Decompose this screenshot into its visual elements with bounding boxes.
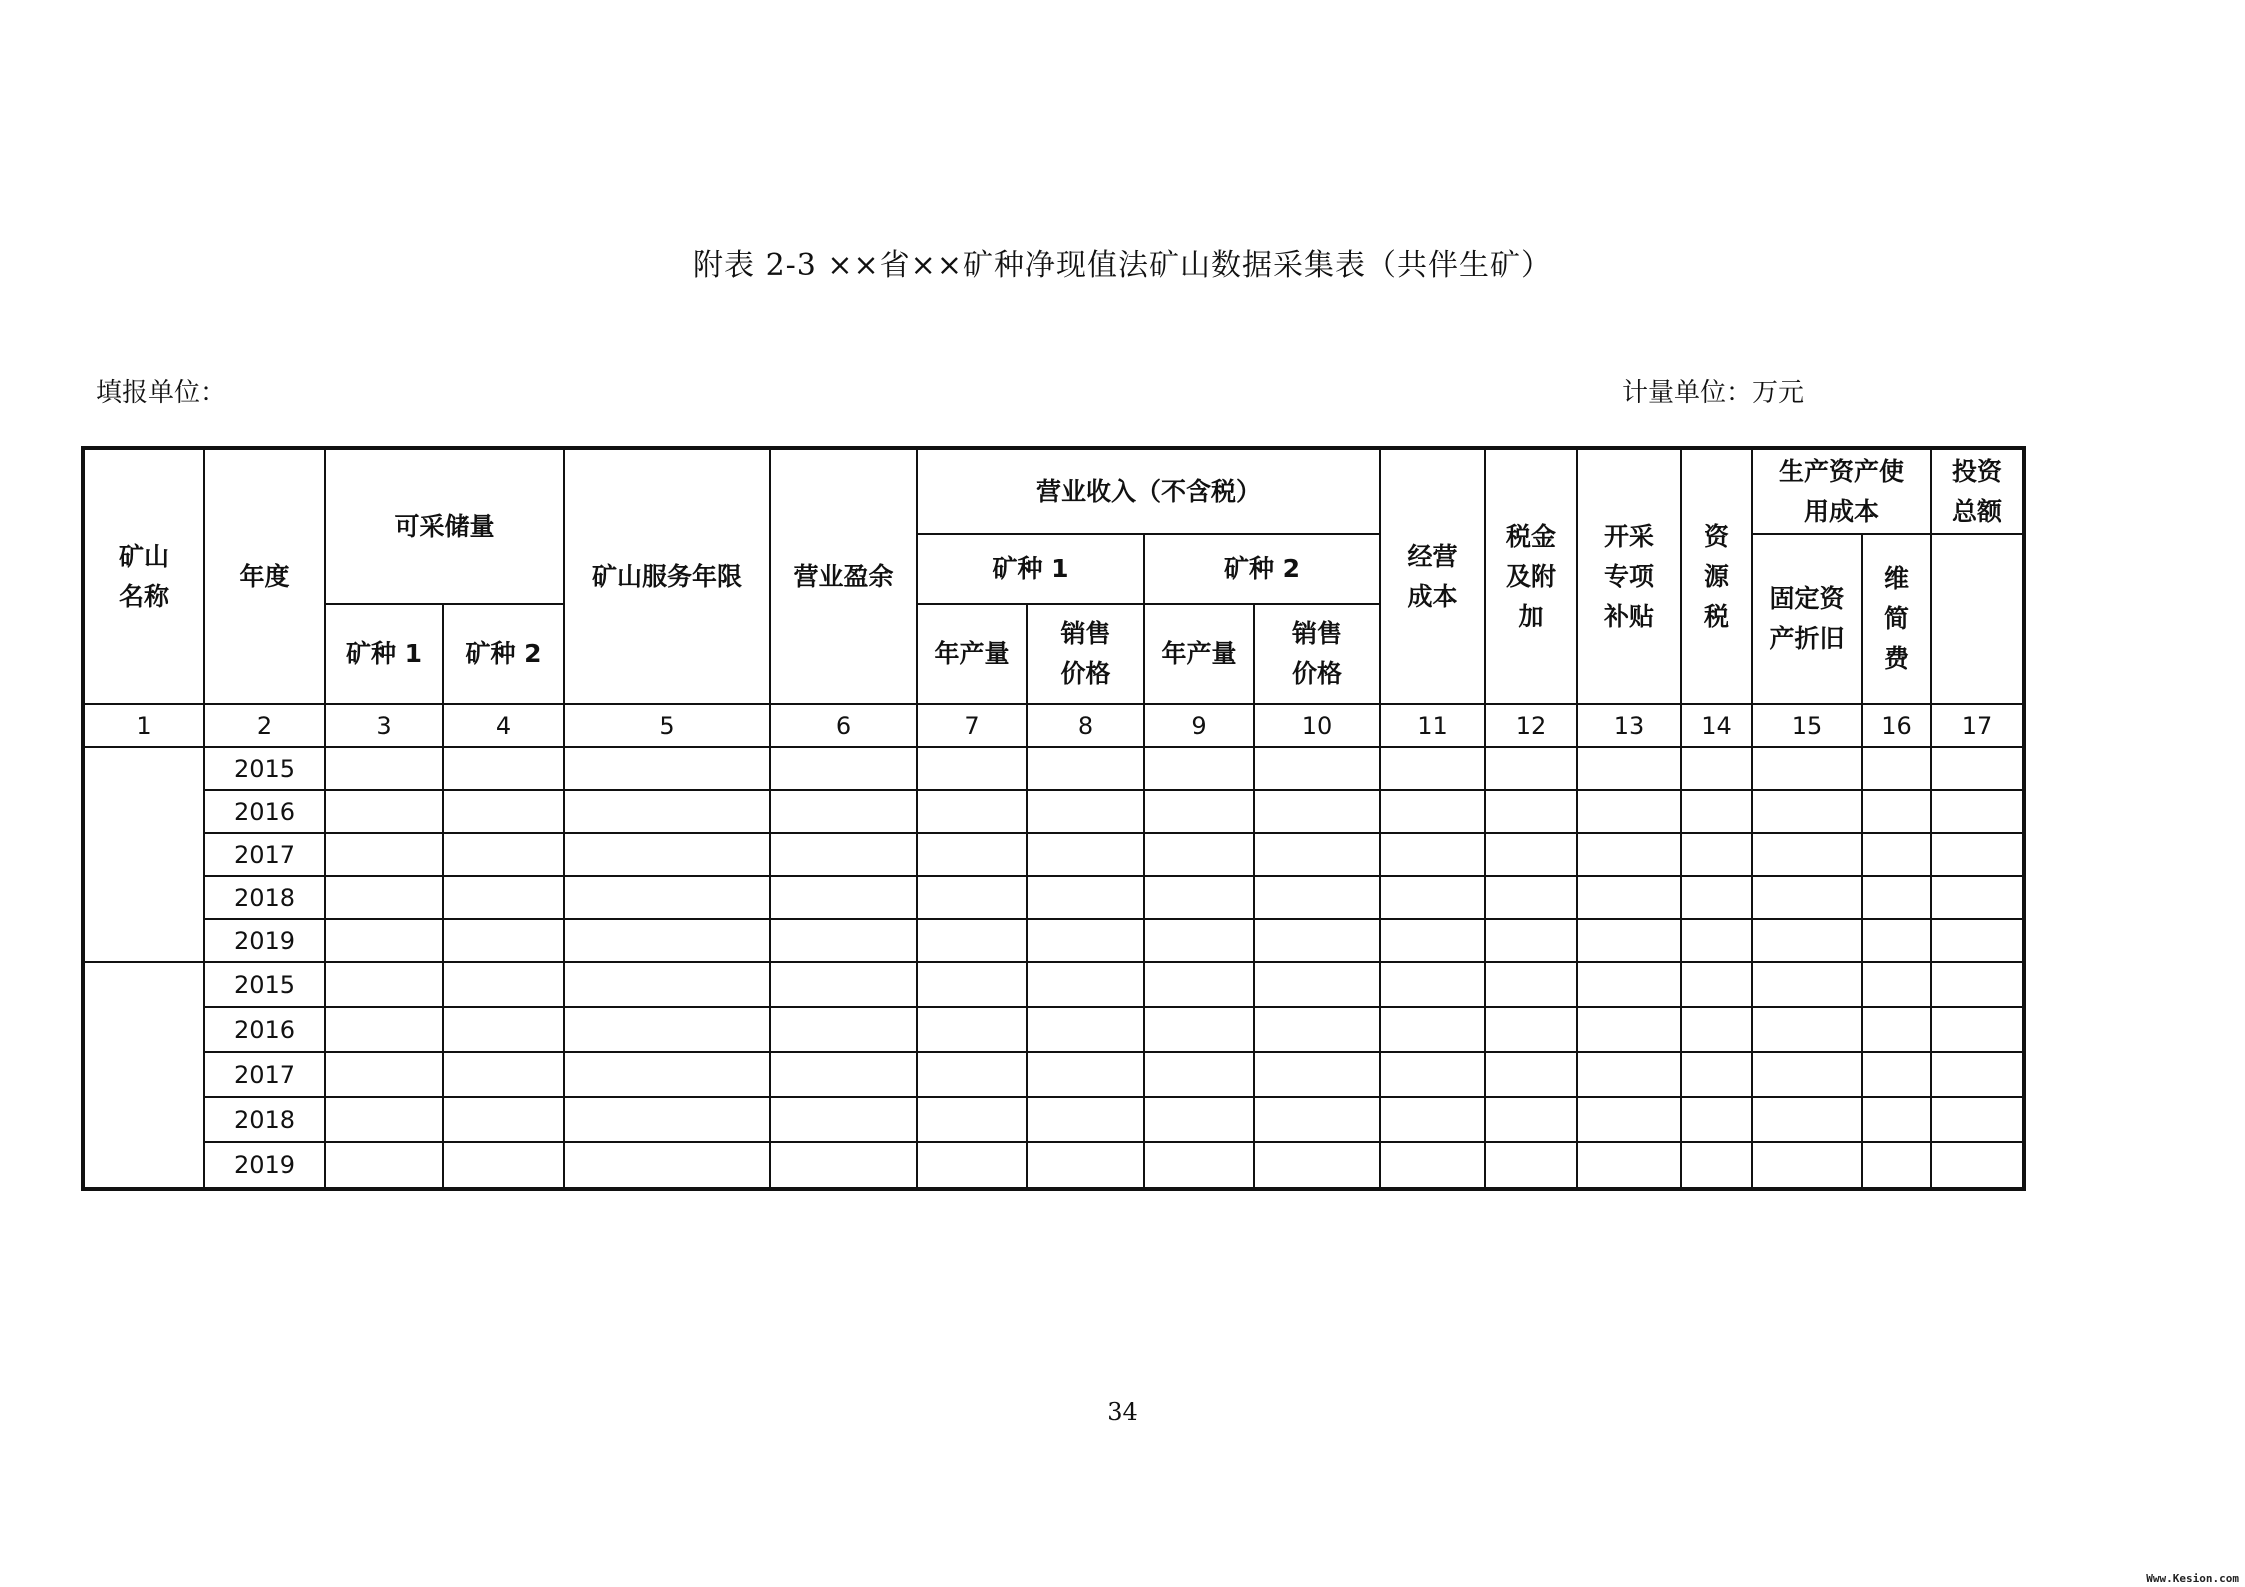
data-cell[interactable] — [1027, 833, 1144, 876]
column-number: 2 — [204, 704, 325, 747]
data-cell[interactable] — [917, 747, 1027, 790]
column-number: 8 — [1027, 704, 1144, 747]
data-cell[interactable] — [1931, 1142, 2024, 1189]
data-cell[interactable] — [1681, 962, 1752, 1007]
year-cell: 2016 — [204, 790, 325, 833]
data-cell[interactable] — [1027, 962, 1144, 1007]
data-cell[interactable] — [1862, 747, 1931, 790]
data-cell[interactable] — [1254, 1052, 1380, 1097]
measure-unit-label: 计量单位：万元 — [1622, 378, 1805, 408]
data-cell[interactable] — [770, 1052, 917, 1097]
data-cell[interactable] — [325, 790, 443, 833]
header-annual-output-2: 年产量 — [1144, 604, 1254, 704]
data-cell[interactable] — [1254, 962, 1380, 1007]
year-cell: 2018 — [204, 876, 325, 919]
data-cell[interactable] — [1862, 1142, 1931, 1189]
data-cell[interactable] — [443, 919, 564, 962]
data-cell[interactable] — [1485, 747, 1577, 790]
header-sale-price-2: 销售价格 — [1254, 604, 1380, 704]
data-cell[interactable] — [443, 747, 564, 790]
data-cell[interactable] — [1862, 919, 1931, 962]
data-cell[interactable] — [1862, 833, 1931, 876]
data-cell[interactable] — [1254, 1097, 1380, 1142]
data-cell[interactable] — [1485, 876, 1577, 919]
data-cell[interactable] — [1577, 833, 1681, 876]
data-cell[interactable] — [1862, 1097, 1931, 1142]
data-cell[interactable] — [325, 1097, 443, 1142]
data-cell[interactable] — [770, 833, 917, 876]
data-cell[interactable] — [564, 790, 770, 833]
data-cell[interactable] — [1027, 1052, 1144, 1097]
data-cell[interactable] — [917, 962, 1027, 1007]
data-cell[interactable] — [770, 876, 917, 919]
data-cell[interactable] — [1027, 919, 1144, 962]
data-cell[interactable] — [1931, 1007, 2024, 1052]
data-cell[interactable] — [1380, 747, 1485, 790]
data-cell[interactable] — [443, 833, 564, 876]
header-service-years: 矿山服务年限 — [564, 448, 770, 704]
data-cell[interactable] — [1862, 876, 1931, 919]
header-surplus: 营业盈余 — [770, 448, 917, 704]
data-cell[interactable] — [1577, 1007, 1681, 1052]
header-reserves-mineral-2: 矿种 2 — [443, 604, 564, 704]
data-cell[interactable] — [1144, 1097, 1254, 1142]
data-cell[interactable] — [1254, 833, 1380, 876]
header-investment: 投资总额 — [1931, 448, 2024, 534]
data-cell[interactable] — [770, 747, 917, 790]
data-cell[interactable] — [1577, 919, 1681, 962]
data-cell[interactable] — [770, 919, 917, 962]
header-asset-cost: 生产资产使用成本 — [1752, 448, 1931, 534]
data-cell[interactable] — [770, 962, 917, 1007]
header-annual-output-1: 年产量 — [917, 604, 1027, 704]
data-cell[interactable] — [1681, 747, 1752, 790]
data-cell[interactable] — [1577, 1052, 1681, 1097]
page-title: 附表 2-3 ××省××矿种净现值法矿山数据采集表（共伴生矿） — [693, 248, 1552, 283]
data-cell[interactable] — [325, 919, 443, 962]
data-cell[interactable] — [770, 1097, 917, 1142]
data-cell[interactable] — [1577, 962, 1681, 1007]
data-cell[interactable] — [443, 1097, 564, 1142]
data-cell[interactable] — [1752, 833, 1862, 876]
column-number: 3 — [325, 704, 443, 747]
data-cell[interactable] — [1380, 876, 1485, 919]
header-depreciation: 固定资产折旧 — [1752, 534, 1862, 704]
data-cell[interactable] — [1380, 833, 1485, 876]
header-mine-name: 矿山名称 — [83, 448, 204, 704]
header-maintenance: 维简费 — [1862, 534, 1931, 704]
data-table-container — [81, 446, 2026, 1191]
column-number-row — [83, 704, 2024, 747]
data-cell[interactable] — [564, 962, 770, 1007]
column-number: 5 — [564, 704, 770, 747]
data-cell[interactable] — [1931, 747, 2024, 790]
data-cell[interactable] — [325, 1142, 443, 1189]
data-cell[interactable] — [1485, 1052, 1577, 1097]
data-cell[interactable] — [564, 1007, 770, 1052]
header-sale-price-1: 销售价格 — [1027, 604, 1144, 704]
header-reserves-mineral-1: 矿种 1 — [325, 604, 443, 704]
data-cell[interactable] — [325, 747, 443, 790]
column-number: 16 — [1862, 704, 1931, 747]
data-cell[interactable] — [1931, 833, 2024, 876]
column-number: 12 — [1485, 704, 1577, 747]
data-cell[interactable] — [1380, 790, 1485, 833]
data-cell[interactable] — [1254, 1007, 1380, 1052]
mine-name-cell[interactable] — [83, 962, 204, 1189]
data-cell[interactable] — [1027, 876, 1144, 919]
data-cell[interactable] — [564, 1052, 770, 1097]
column-number: 10 — [1254, 704, 1380, 747]
header-revenue-mineral-2: 矿种 2 — [1144, 534, 1380, 604]
data-cell[interactable] — [1380, 1142, 1485, 1189]
data-cell[interactable] — [443, 876, 564, 919]
data-cell[interactable] — [564, 747, 770, 790]
data-cell[interactable] — [1862, 1007, 1931, 1052]
header-resource-tax: 资源税 — [1681, 448, 1752, 704]
column-number: 11 — [1380, 704, 1485, 747]
table-row — [83, 962, 2024, 1007]
column-number: 15 — [1752, 704, 1862, 747]
header-investment-blank — [1931, 534, 2024, 704]
data-cell[interactable] — [1144, 833, 1254, 876]
data-cell[interactable] — [1144, 747, 1254, 790]
watermark: Www.Kesion.com — [2146, 1572, 2239, 1585]
data-cell[interactable] — [1681, 1097, 1752, 1142]
data-cell[interactable] — [325, 876, 443, 919]
data-cell[interactable] — [1862, 962, 1931, 1007]
data-cell[interactable] — [1681, 833, 1752, 876]
header-reserves: 可采储量 — [325, 448, 564, 604]
data-cell[interactable] — [443, 1007, 564, 1052]
data-cell[interactable] — [1681, 1052, 1752, 1097]
data-cell[interactable] — [917, 876, 1027, 919]
data-cell[interactable] — [1027, 747, 1144, 790]
data-cell[interactable] — [325, 833, 443, 876]
data-cell[interactable] — [1485, 1097, 1577, 1142]
header-operating-cost: 经营成本 — [1380, 448, 1485, 704]
data-body — [83, 747, 2024, 1189]
header-revenue: 营业收入（不含税） — [917, 448, 1380, 534]
data-cell[interactable] — [1752, 1142, 1862, 1189]
data-cell[interactable] — [1752, 747, 1862, 790]
data-cell[interactable] — [1862, 790, 1931, 833]
data-cell[interactable] — [1380, 1052, 1485, 1097]
column-number: 13 — [1577, 704, 1681, 747]
data-cell[interactable] — [1931, 1097, 2024, 1142]
table-row — [83, 747, 2024, 790]
data-cell[interactable] — [1485, 790, 1577, 833]
data-cell[interactable] — [1254, 1142, 1380, 1189]
data-cell[interactable] — [1380, 962, 1485, 1007]
data-cell[interactable] — [1027, 1097, 1144, 1142]
data-cell[interactable] — [1485, 1007, 1577, 1052]
year-cell: 2019 — [204, 919, 325, 962]
table-row — [83, 1052, 2024, 1097]
year-cell: 2018 — [204, 1097, 325, 1142]
column-number: 17 — [1931, 704, 2024, 747]
data-cell[interactable] — [1931, 876, 2024, 919]
column-number: 6 — [770, 704, 917, 747]
data-cell[interactable] — [1485, 919, 1577, 962]
data-cell[interactable] — [1144, 876, 1254, 919]
data-cell[interactable] — [1027, 1142, 1144, 1189]
data-collection-table — [81, 446, 2026, 1191]
data-cell[interactable] — [770, 1007, 917, 1052]
year-cell: 2015 — [204, 962, 325, 1007]
data-cell[interactable] — [1752, 876, 1862, 919]
data-cell[interactable] — [1144, 790, 1254, 833]
data-cell[interactable] — [325, 962, 443, 1007]
data-cell[interactable] — [1380, 919, 1485, 962]
data-cell[interactable] — [564, 833, 770, 876]
data-cell[interactable] — [1144, 962, 1254, 1007]
data-cell[interactable] — [1380, 1097, 1485, 1142]
table-row — [83, 1142, 2024, 1189]
table-row — [83, 919, 2024, 962]
table-row — [83, 1007, 2024, 1052]
year-cell: 2017 — [204, 833, 325, 876]
column-number: 1 — [83, 704, 204, 747]
data-cell[interactable] — [1931, 1052, 2024, 1097]
data-cell[interactable] — [1752, 790, 1862, 833]
data-cell[interactable] — [443, 962, 564, 1007]
data-cell[interactable] — [1752, 1097, 1862, 1142]
header-year: 年度 — [204, 448, 325, 704]
column-number: 4 — [443, 704, 564, 747]
data-cell[interactable] — [1485, 1142, 1577, 1189]
data-cell[interactable] — [1254, 919, 1380, 962]
data-cell[interactable] — [564, 1097, 770, 1142]
data-cell[interactable] — [443, 790, 564, 833]
data-cell[interactable] — [1577, 1142, 1681, 1189]
data-cell[interactable] — [1681, 919, 1752, 962]
data-cell[interactable] — [443, 1052, 564, 1097]
column-number: 9 — [1144, 704, 1254, 747]
data-cell[interactable] — [1144, 1052, 1254, 1097]
data-cell[interactable] — [1862, 1052, 1931, 1097]
year-cell: 2017 — [204, 1052, 325, 1097]
data-cell[interactable] — [1931, 919, 2024, 962]
data-cell[interactable] — [1254, 790, 1380, 833]
data-cell[interactable] — [917, 919, 1027, 962]
data-cell[interactable] — [1681, 876, 1752, 919]
data-cell[interactable] — [917, 833, 1027, 876]
data-cell[interactable] — [1752, 1052, 1862, 1097]
data-cell[interactable] — [1681, 790, 1752, 833]
data-cell[interactable] — [1577, 790, 1681, 833]
data-cell[interactable] — [1752, 1007, 1862, 1052]
data-cell[interactable] — [1144, 1142, 1254, 1189]
data-cell[interactable] — [1144, 1007, 1254, 1052]
data-cell[interactable] — [1577, 747, 1681, 790]
page-number: 34 — [1107, 1398, 1138, 1426]
data-cell[interactable] — [1931, 790, 2024, 833]
year-cell: 2015 — [204, 747, 325, 790]
data-cell[interactable] — [917, 790, 1027, 833]
data-cell[interactable] — [1577, 1097, 1681, 1142]
data-cell[interactable] — [325, 1052, 443, 1097]
data-cell[interactable] — [1931, 962, 2024, 1007]
data-cell[interactable] — [1577, 876, 1681, 919]
data-cell[interactable] — [917, 1142, 1027, 1189]
data-cell[interactable] — [564, 876, 770, 919]
data-cell[interactable] — [443, 1142, 564, 1189]
data-cell[interactable] — [1752, 919, 1862, 962]
table-row — [83, 1097, 2024, 1142]
data-cell[interactable] — [1485, 962, 1577, 1007]
data-cell[interactable] — [770, 1142, 917, 1189]
data-cell[interactable] — [917, 1052, 1027, 1097]
header-tax-surcharge: 税金及附加 — [1485, 448, 1577, 704]
data-cell[interactable] — [1254, 876, 1380, 919]
table-row — [83, 876, 2024, 919]
data-cell[interactable] — [1144, 919, 1254, 962]
data-cell[interactable] — [770, 790, 917, 833]
data-cell[interactable] — [1380, 1007, 1485, 1052]
mine-name-cell[interactable] — [83, 747, 204, 962]
year-cell: 2016 — [204, 1007, 325, 1052]
header-mining-subsidy: 开采专项补贴 — [1577, 448, 1681, 704]
column-number: 14 — [1681, 704, 1752, 747]
header-revenue-mineral-1: 矿种 1 — [917, 534, 1144, 604]
data-cell[interactable] — [564, 919, 770, 962]
data-cell[interactable] — [1752, 962, 1862, 1007]
data-cell[interactable] — [917, 1007, 1027, 1052]
data-cell[interactable] — [1027, 790, 1144, 833]
data-cell[interactable] — [1254, 747, 1380, 790]
data-cell[interactable] — [564, 1142, 770, 1189]
table-row — [83, 790, 2024, 833]
table-row — [83, 833, 2024, 876]
fill-unit-label: 填报单位： — [96, 378, 227, 408]
data-cell[interactable] — [1681, 1142, 1752, 1189]
year-cell: 2019 — [204, 1142, 325, 1189]
data-cell[interactable] — [917, 1097, 1027, 1142]
column-number: 7 — [917, 704, 1027, 747]
data-cell[interactable] — [325, 1007, 443, 1052]
data-cell[interactable] — [1681, 1007, 1752, 1052]
data-cell[interactable] — [1027, 1007, 1144, 1052]
data-cell[interactable] — [1485, 833, 1577, 876]
